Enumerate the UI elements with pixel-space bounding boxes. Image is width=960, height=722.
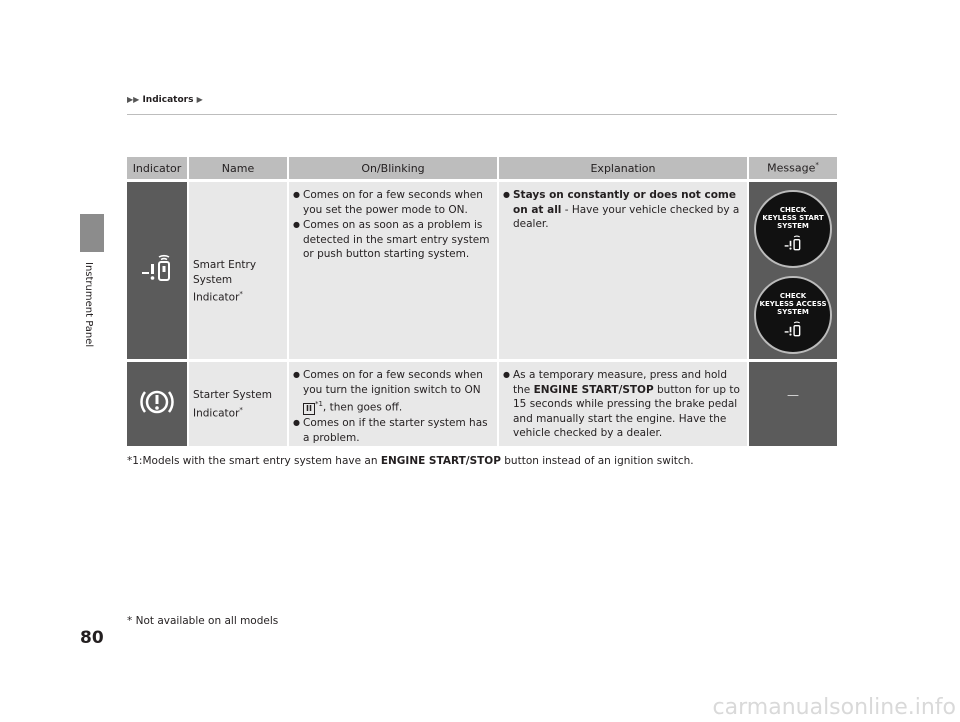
row2-on-item1-text: Comes on for a few seconds when you turn the ignition switch to ON [303, 369, 483, 396]
message-keyless-access [754, 276, 832, 354]
footnote-post: button instead of an ignition switch. [500, 455, 694, 467]
indicator-cell [127, 179, 189, 359]
row2-on-item1-post: , then goes off. [322, 401, 403, 414]
header-indicator: Indicator [127, 157, 189, 179]
on-blinking-cell [289, 179, 499, 359]
table-header-row [127, 157, 837, 179]
starter-system-indicator-icon [138, 386, 176, 418]
message-cell [749, 359, 837, 446]
message1-line1: CHECK [779, 206, 807, 214]
footnote [127, 455, 694, 467]
message-cell [749, 179, 837, 359]
smart-entry-message-icon [782, 233, 804, 253]
section-side-label [76, 262, 108, 348]
ignition-position-box: II [303, 403, 315, 415]
page-number: 80 [80, 628, 104, 648]
list-item: ● Comes on for a few seconds when you set the power mode to ON. [303, 188, 493, 217]
message1-line3: SYSTEM [777, 222, 809, 230]
list-item: ● Comes on as soon as a problem is detected in the smart entry system or push button starting system. [303, 218, 493, 262]
header-name: Name [189, 157, 289, 179]
breadcrumb-section[interactable]: Indicators [142, 95, 194, 105]
list-item [513, 368, 743, 441]
header-rule [127, 114, 837, 115]
table-row [127, 359, 837, 446]
section-side-label-text: Instrument Panel [83, 262, 94, 348]
name-cell [189, 359, 289, 446]
smart-entry-indicator-icon [139, 250, 175, 286]
list-item [303, 368, 493, 415]
indicator-table [127, 157, 837, 446]
message1-line2: KEYLESS START [762, 214, 824, 222]
on-blinking-list [289, 182, 497, 262]
header-on-blinking: On/Blinking [289, 157, 499, 179]
row2-name-line2: Indicator [193, 407, 240, 419]
explanation-list [499, 182, 747, 232]
row2-name-mark: * [239, 405, 243, 414]
message2-line3: SYSTEM [777, 308, 809, 316]
list-item: ● Comes on if the starter system has a problem. [303, 416, 493, 445]
header-message-mark: * [815, 161, 819, 170]
row2-on-item1-sup: *1 [314, 400, 323, 408]
row2-expl-post: button for up to 15 seconds while pressing the brake pedal and manually start the engine. Have the vehicle checked by a dealer. [513, 383, 740, 439]
row2-name-line1: Starter System [193, 389, 272, 401]
breadcrumb-arrow-end: ▶ [196, 95, 203, 104]
breadcrumb-arrows: ▶▶ [127, 95, 140, 104]
breadcrumb [127, 95, 203, 105]
section-tab-marker [80, 214, 104, 252]
footnote-bold: ENGINE START/STOP [380, 455, 501, 467]
availability-note: * Not available on all models [127, 615, 279, 627]
explanation-list [499, 362, 747, 441]
row2-expl-pre: As a temporary measure, press and hold the [513, 369, 727, 396]
explanation-bold: Stays on constantly or does not come on at all [513, 189, 736, 216]
header-explanation: Explanation [499, 157, 749, 179]
on-blinking-cell [289, 359, 499, 446]
header-message-text: Message [767, 161, 816, 175]
indicator-cell [127, 359, 189, 446]
row1-name-mark: * [239, 290, 243, 298]
row1-name-line1: Smart Entry [193, 259, 257, 271]
row1-name-line2: System Indicator [193, 273, 240, 304]
smart-entry-message-icon [782, 319, 804, 339]
watermark: carmanualsonline.info [712, 695, 956, 720]
list-item [513, 188, 743, 232]
message-none: — [787, 388, 799, 402]
header-message [749, 157, 837, 179]
message-keyless-start [754, 190, 832, 268]
explanation-rest: - Have your vehicle checked by a dealer. [513, 203, 740, 230]
on-blinking-list [289, 362, 497, 445]
name-cell [189, 179, 289, 359]
footnote-pre: *1:Models with the smart entry system have an [127, 455, 381, 467]
message2-line1: CHECK [779, 292, 807, 300]
explanation-cell [499, 359, 749, 446]
table-row [127, 179, 837, 359]
row2-expl-bold: ENGINE START/STOP [533, 383, 654, 396]
message2-line2: KEYLESS ACCESS [759, 300, 827, 308]
explanation-cell [499, 179, 749, 359]
